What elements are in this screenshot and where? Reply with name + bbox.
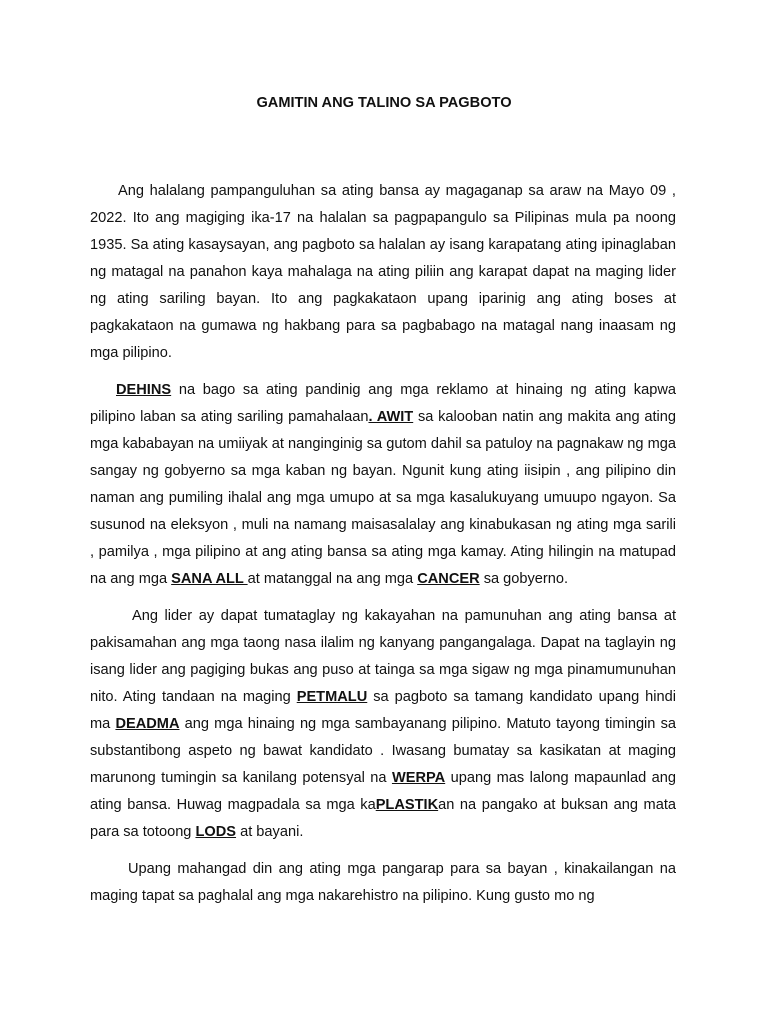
paragraph-3-text-5: an na pangako at buksan ang mata para sa totoong — [90, 797, 676, 840]
paragraph-3-text-6: at bayani. — [236, 824, 304, 840]
paragraph-2-text-3: at matanggal na ang mga — [247, 571, 418, 587]
paragraph-3-text-3: ang mga hinaing ng mga sambayanang pilipino. Matuto tayong timingin sa substantibong aspeto ng bawat kandidato . Iwasang bumatay sa kasikatan at maging marunong tumingin sa kanilang potensyal na — [90, 716, 676, 786]
keyword-awit: . AWIT — [368, 409, 414, 425]
paragraph-2-text-2: sa kalooban natin ang makita ang ating mga kababayan na umiiyak at nanginginig sa gutom dahil sa patuloy na pagnakaw ng mga sangay ng gobyerno sa mga kaban ng bayan. Ngunit kung ating iisipin , ang pilipino din naman ang pumiling ihalal ang mga umupo at sa mga kasalukuyang umuupo ngayon. Sa susunod na eleksyon , muli na namang maisasalalay ang kinabukasan ng ating mga sarili , pamilya , mga pilipino at ang ating bansa sa ating mga kamay. Ating hilingin na matupad na ang mga — [90, 409, 676, 587]
keyword-petmalu: PETMALU — [296, 689, 368, 705]
paragraph-2 — [90, 377, 676, 593]
document-body — [90, 178, 676, 920]
paragraph-4-text: Upang mahangad din ang ating mga pangarap para sa bayan , kinakailangan na maging tapat sa paghalal ang mga nakarehistro na pilipino. Kung gusto mo ng — [90, 861, 676, 904]
paragraph-1-text: Ang halalang pampanguluhan sa ating bansa ay magaganap sa araw na Mayo 09 , 2022. Ito ang magiging ika-17 na halalan sa pagpapangulo sa Pilipinas mula pa noong 1935. Sa ating kasaysayan, ang pagboto sa halalan ay isang karapatang ating ipinaglaban ng matagal na panahon kaya mahalaga na ating piliin ang karapat dapat na maging lider ng ating sariling bayan. Ito ang pagkakataon upang iparinig ang ating boses at pagkakataon na gumawa ng hakbang para sa pagbabago na matagal nang inaasam ng mga pilipino. — [90, 183, 676, 361]
keyword-cancer: CANCER — [417, 571, 480, 587]
document-title: GAMITIN ANG TALINO SA PAGBOTO — [256, 95, 512, 111]
paragraph-2-text-1: na bago sa ating pandinig ang mga reklamo at hinaing ng ating kapwa pilipino laban sa ating sariling pamahalaan — [90, 382, 676, 425]
paragraph-3 — [90, 603, 676, 846]
keyword-deadma: DEADMA — [115, 716, 180, 732]
keyword-sana-all: SANA ALL — [171, 571, 248, 587]
paragraph-4 — [90, 856, 676, 910]
keyword-dehins: DEHINS — [116, 382, 172, 398]
paragraph-3-text-1: Ang lider ay dapat tumataglay ng kakayahan na pamunuhan ang ating bansa at pakisamahan ang mga taong nasa ilalim ng kanyang pangangalaga. Dapat na taglayin ng isang lider ang pagiging bukas ang puso at tainga sa mga sigaw ng mga pinamumunuhan nito. Ating tandaan na maging — [90, 608, 676, 705]
paragraph-2-text-4: sa gobyerno. — [479, 571, 569, 587]
paragraph-3-text-4: upang mas lalong mapaunlad ang ating bansa. Huwag magpadala sa mga ka — [90, 770, 676, 813]
keyword-werpa: WERPA — [391, 770, 446, 786]
keyword-lods: LODS — [195, 824, 237, 840]
paragraph-1 — [90, 178, 676, 367]
paragraph-3-text-2: sa pagboto sa tamang kandidato upang hindi ma — [90, 689, 676, 732]
keyword-plastik: PLASTIK — [375, 797, 439, 813]
